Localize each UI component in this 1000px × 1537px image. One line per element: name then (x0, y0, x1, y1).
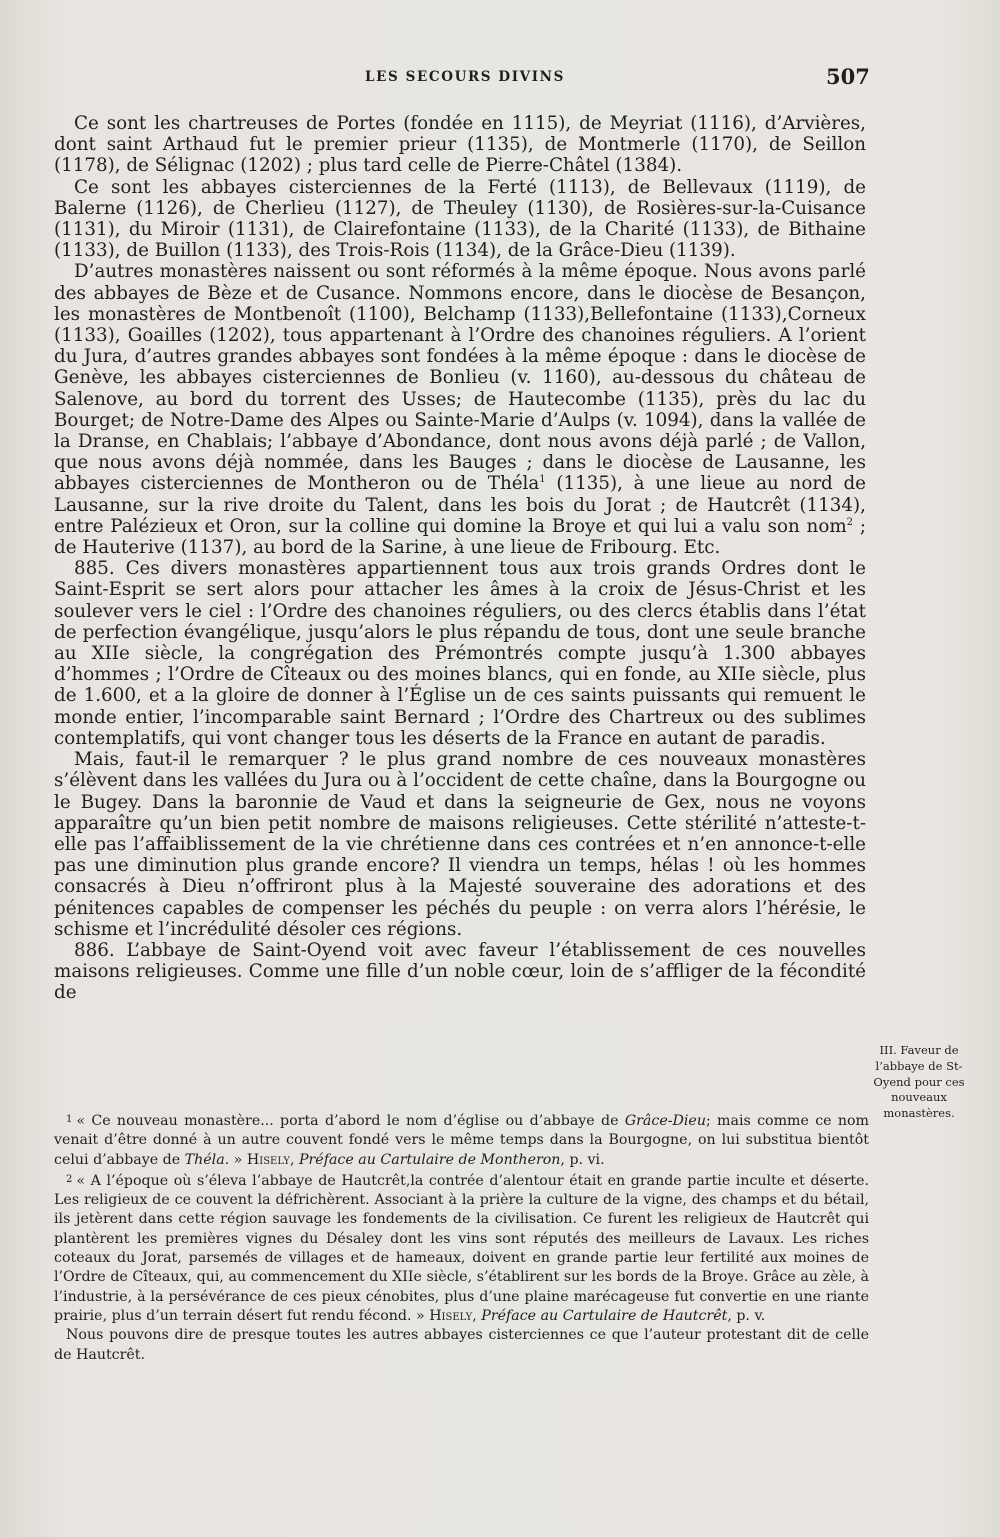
footnote-work-title: Préface au Cartulaire de Montheron (298, 1151, 561, 1168)
footnote-ref-2[interactable]: 2 (846, 516, 854, 528)
footnote-mark: 2 (66, 1173, 73, 1185)
footnote-work-title: Préface au Cartulaire de Hautcrêt (481, 1307, 728, 1324)
running-header (0, 64, 1000, 88)
footnote-text: . » (224, 1151, 247, 1168)
paragraph-remark: Mais, faut-il le remarquer ? le plus grand nombre de ces nouveaux monastères s’élèvent dans les vallées du Jura ou à l’occident de cette chaîne, dans la Bourgogne ou le Bugey. Dans la baronnie de Vaud et dans la seigneurie de Gex, nous ne voyons apparaître qu’un bien petit nombre de maisons religieuses. Cette stérilité n’atteste-t-elle pas l’affaiblissement de la vie chrétienne dans ces contrées et n’en annonce-t-elle pas une diminution plus grande encore? Il viendra un temps, hélas ! où les hommes consacrés à Dieu n’offriront plus à la Majesté souveraine des adorations et des pénitences capables de compenser les péchés du peuple : on verra alors l’hérésie, le schisme et l’incrédulité désoler ces régions. (54, 749, 866, 940)
footnote-1 (54, 1110, 869, 1170)
footnote-mark: 1 (66, 1114, 73, 1125)
footnote-text: , p. v. (727, 1307, 766, 1324)
running-title: LES SECOURS DIVINS (365, 69, 565, 85)
footnote-2 (54, 1170, 869, 1326)
footnote-text: , (472, 1307, 482, 1324)
paragraph-cistercian-abbeys: Ce sont les abbayes cisterciennes de la Ferté (1113), de Bellevaux (1119), de Balerne (1126), de Cherlieu (1127), de Theuley (1130), de Rosières-sur-la-Cuisance (1131), du Miroir (1131), de Clairefontaine (1133), de la Charité (1133), de Bithaine (1133), de Buillon (1133), des Trois-Rois (1134), de la Grâce-Dieu (1139). (54, 176, 866, 262)
footnote-text: « Ce nouveau monastère... porta d’abord le nom d’église ou d’abbaye de (76, 1113, 625, 1129)
text-segment: (1135), à une lieue au nord de Lausanne, sur la rive droite du Talent, dans les bois du Jorat ; de Hautcrêt (1134), entre Palézieux et Oron, sur la colline qui domine la Broye et qui lui a valu son nom (54, 473, 866, 537)
paragraph-chartreuses: Ce sont les chartreuses de Portes (fondée en 1115), de Meyriat (1116), d’Arvières, dont saint Arthaud fut le premier prieur (1135), de Montmerle (1170), de Seillon (1178), de Sélignac (1202) ; plus tard celle de Pierre-Châtel (1384). (54, 113, 866, 177)
text-segment: ; de Hauterive (1137), au bord de la Sarine, à une lieue de Fribourg. Etc. (54, 515, 866, 559)
main-text (54, 113, 866, 1004)
marginal-note: III. Faveur de l’abbaye de St-Oyend pour ces nouveaux monastères. (873, 1043, 965, 1121)
text-segment: D’autres monastères naissent ou sont réformés à la même époque. Nous avons parlé des abbayes de Bèze et de Cusance. Nommons encore, dans le diocèse de Besançon, les monastères de Montbenoît (1100), Belchamp (1133),Bellefontaine (1133),Corneux (1133), Goailles (1202), tous appartenant à l’Ordre des chanoines réguliers. A l’orient du Jura, d’autres grandes abbayes sont fondées à la même époque : dans le diocèse de Genève, les abbayes cisterciennes de Bonlieu (v. 1160), au-dessous du château de Salenove, au bord du torrent des Usses; de Hautecombe (1135), près du lac du Bourget; de Notre-Dame des Alpes ou Sainte-Marie d’Aulps (v. 1094), dans la vallée de la Dranse, en Chablais; l’abbaye d’Abondance, dont nous avons déjà parlé ; de Vallon, que nous avons déjà nommée, dans les Bauges ; dans le diocèse de Lausanne, les abbayes cisterciennes de Montheron ou de Théla (54, 261, 866, 495)
paragraph-886: 886. L’abbaye de Saint-Oyend voit avec faveur l’établissement de ces nouvelles maisons religieuses. Comme une fille d’un noble cœur, loin de s’affliger de la fécondité de (54, 939, 866, 1004)
footnote-author: Hisely (429, 1307, 473, 1324)
footnote-italic: Théla (184, 1151, 225, 1168)
footnote-author: Hisely (246, 1151, 290, 1168)
footnote-text: , p. vi. (560, 1151, 605, 1168)
footnote-ref-1[interactable]: 1 (539, 474, 546, 486)
footnote-continuation: Nous pouvons dire de presque toutes les autres abbayes cisterciennes ce que l’auteur protestant dit de celle de Hautcrêt. (54, 1327, 869, 1363)
footnotes (54, 1110, 869, 1365)
footnote-text: ; mais comme ce nom venait d’être donné à un autre couvent fondé vers le même temps dans la Bourgogne, on lui substitua bientôt celui d’abbaye de (54, 1113, 869, 1168)
footnote-text: , (289, 1151, 299, 1168)
paragraph-other-monasteries (54, 261, 866, 558)
footnote-italic: Grâce-Dieu (624, 1113, 706, 1129)
page-number: 507 (826, 64, 870, 89)
footnote-text: « A l’époque où s’éleva l’abbaye de Hautcrêt,la contrée d’alentour était en grande partie inculte et déserte. Les religieux de ce couvent la défrichèrent. Associant à la prière la culture de la vigne, des champs et du bétail, ils jetèrent dans cette région sauvage les fondements de la civilisation. Ce furent les religieux de Hautcrêt qui plantèrent les premières vignes du Désaley dont les vins sont réputés des meilleurs de Lavaux. Les riches coteaux du Jorat, parsemés de villages et de hameaux, doivent en grande partie leur fertilité aux moines de l’Ordre de Cîteaux, qui, au commencement du XIIe siècle, s’établirent sur les bords de la Broye. Grâce au zèle, à l’industrie, à la persévérance de ces pieux cénobites, plus d’une plaine marécageuse fut convertie en une riante prairie, plus d’un terrain désert fut rendu fécond. » (54, 1172, 869, 1324)
paragraph-885: 885. Ces divers monastères appartiennent tous aux trois grands Ordres dont le Saint-Esprit se sert alors pour attacher les âmes à la croix de Jésus-Christ et les soulever vers le ciel : l’Ordre des chanoines réguliers, ou des clercs établis dans l’état de perfection évangélique, jusqu’alors le plus répandu de tous, dont une seule branche au XIIe siècle, la congrégation des Prémontrés compte jusqu’à 1.300 abbayes d’hommes ; l’Ordre de Cîteaux ou des moines blancs, qui en fonde, au XIIe siècle, plus de 1.600, et a la gloire de donner à l’Église un de ces saints puissants qui remuent le monde entier, l’incomparable saint Bernard ; l’Ordre des Chartreux ou des sublimes contemplatifs, qui vont changer tous les déserts de la France en autant de paradis. (54, 558, 866, 749)
